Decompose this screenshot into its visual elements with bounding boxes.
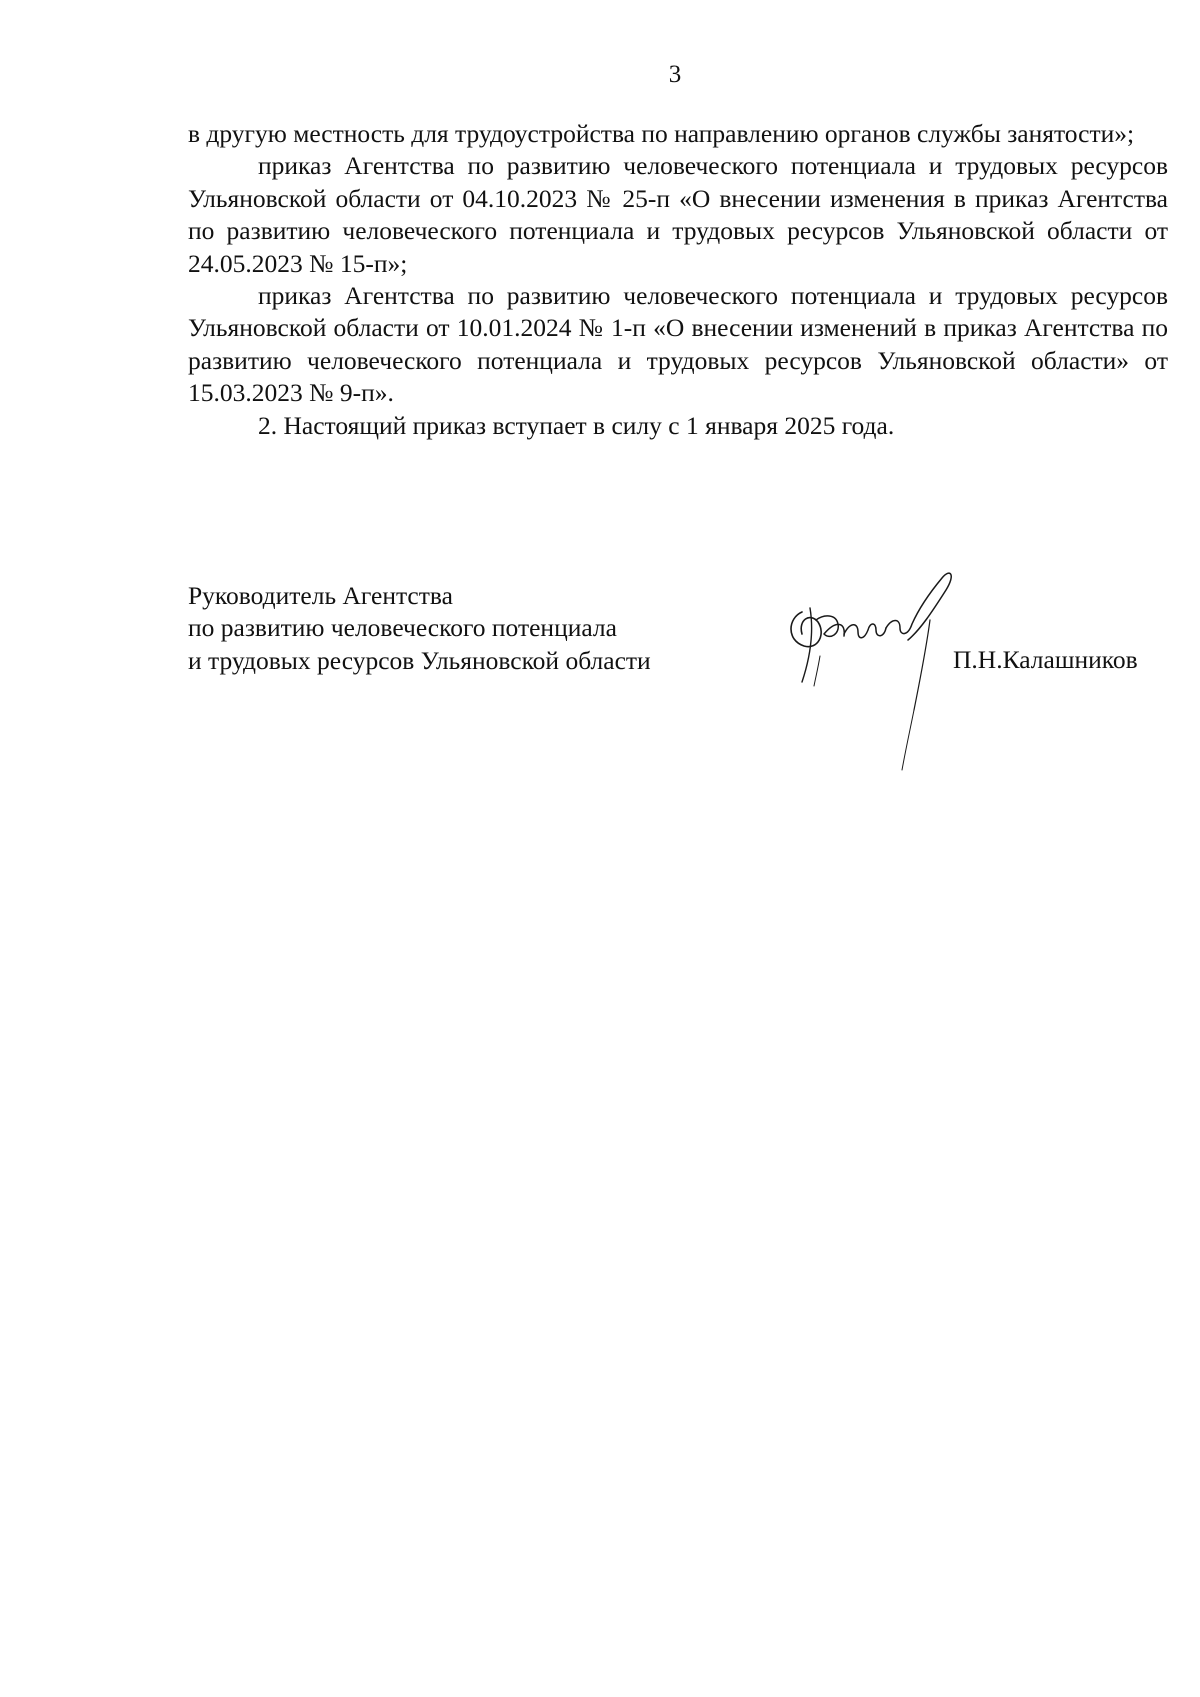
signatory-name: П.Н.Калашников [953,645,1138,674]
paragraph-effective-date: 2. Настоящий приказ вступает в силу с 1 января 2025 года. [258,410,895,440]
page-number: 3 [668,61,682,88]
signatory-title [188,580,728,677]
signatory-title-line: Руководитель Агентства [188,581,453,610]
handwritten-signature [780,560,980,790]
signatory-title-line: по развитию человеческого потенциала [188,613,617,643]
paragraph-continuation: в другую местность для трудоустройства по направлению органов службы занятости»; [188,119,1135,148]
document-body [188,118,1168,442]
paragraph-order-1p: приказ Агентства по развитию человеческого потенциала и трудовых ресурсов Ульяновской области от 10.01.2024 № 1-п «О внесении изменений в приказ Агентства по развитию человеческого потенциала и трудовых ресурсов Ульяновской области» от 15.03.2023 № 9-п». [188,281,1168,408]
signatory-title-line: и трудовых ресурсов Ульяновской области [188,645,651,675]
paragraph-order-25p: приказ Агентства по развитию человеческого потенциала и трудовых ресурсов Ульяновской области от 04.10.2023 № 25-п «О внесении изменения в приказ Агентства по развитию человеческого потенциала и трудовых ресурсов Ульяновской области от 24.05.2023 № 15-п»; [188,151,1168,278]
